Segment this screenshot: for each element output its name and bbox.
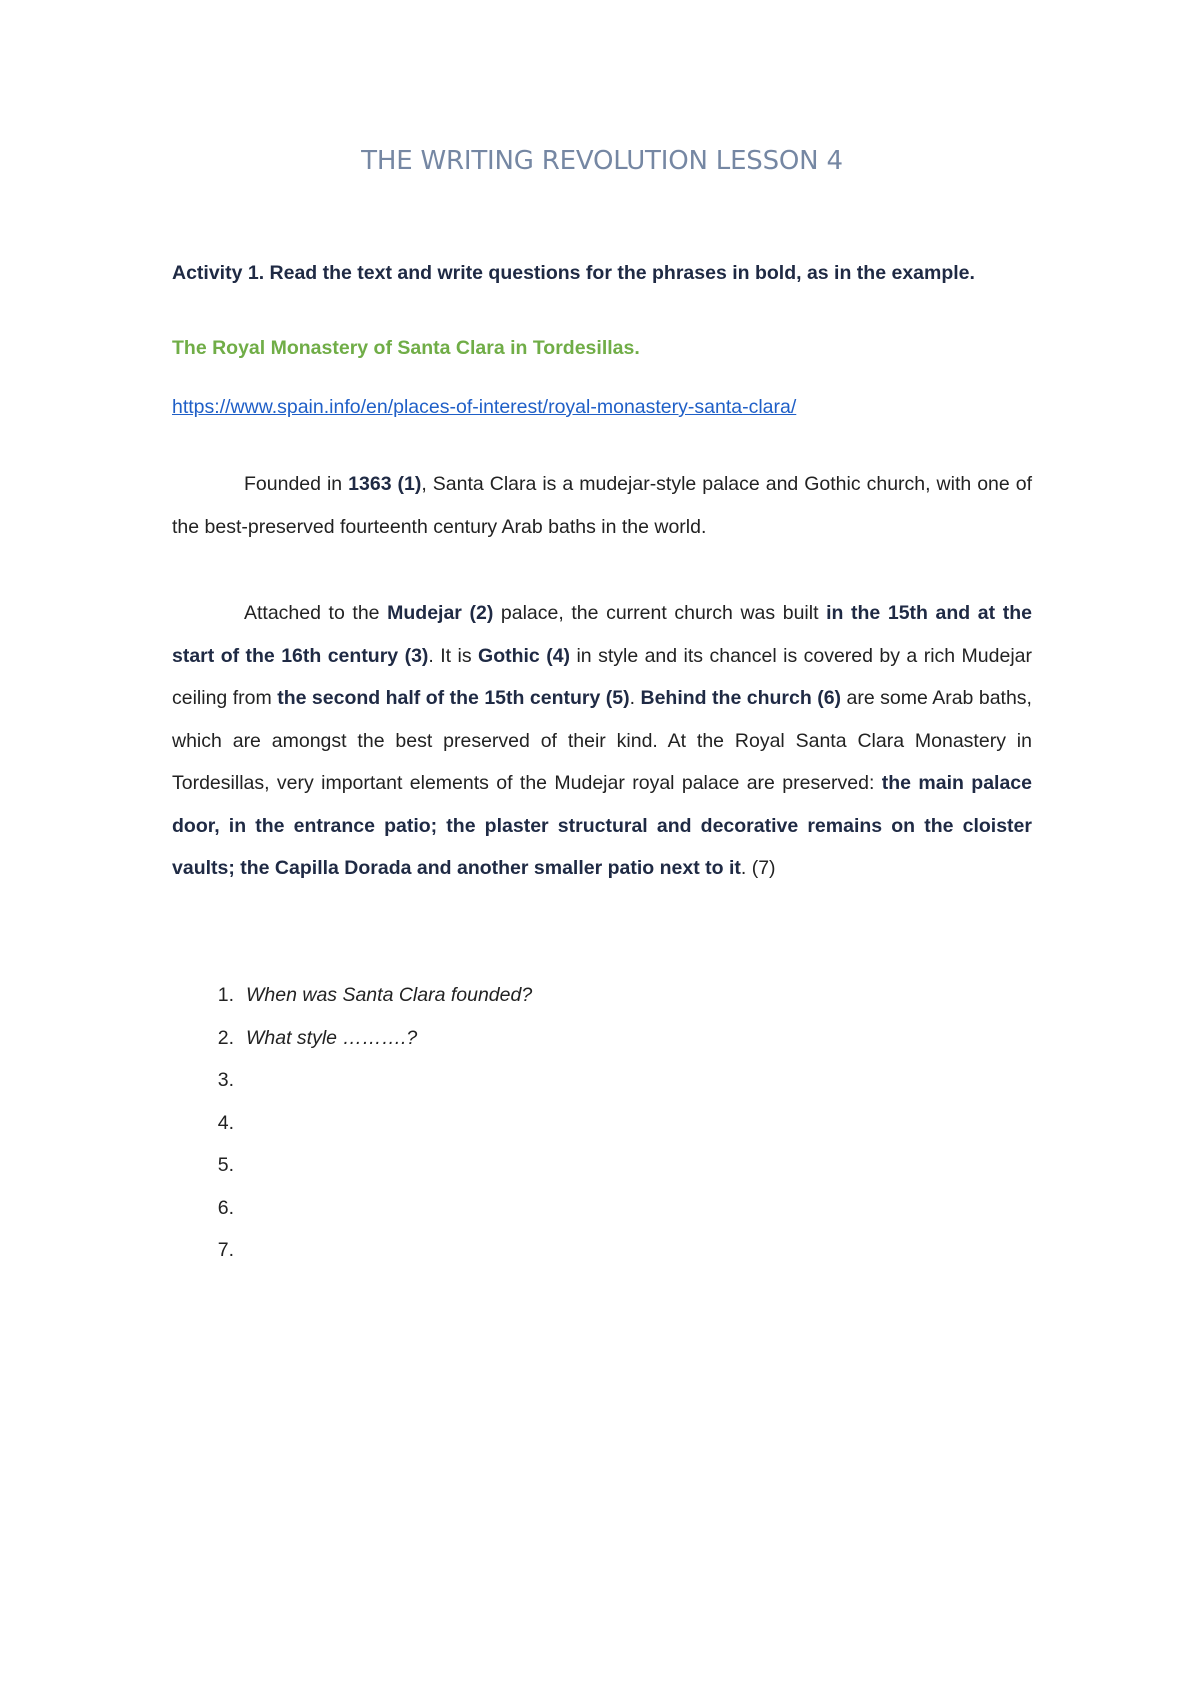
text-segment: . (7)	[740, 857, 776, 879]
text-segment: . It is	[428, 644, 479, 667]
list-item	[172, 1229, 1032, 1272]
text-subtitle: The Royal Monastery of Santa Clara in Tordesillas.	[172, 337, 640, 359]
question-number: 5.	[217, 1154, 234, 1176]
paragraph-1	[172, 463, 1032, 548]
question-text: When was Santa Clara founded?	[246, 984, 533, 1006]
bold-phrase-6: Behind the church (6)	[640, 687, 842, 709]
text-segment: .	[629, 687, 641, 709]
question-number: 1.	[217, 984, 234, 1006]
text-segment: Attached to the	[244, 602, 388, 624]
question-number: 7.	[217, 1239, 234, 1261]
question-text: What style ……….?	[246, 1026, 418, 1049]
bold-phrase-4: Gothic (4)	[478, 644, 571, 667]
text-segment: in style and its chancel is covered by a rich Mudejar ceiling from	[172, 644, 1032, 709]
list-item	[172, 1017, 1032, 1060]
text-segment: , Santa Clara is a mudejar-style palace and Gothic church, with one of the best-preserved fourteenth century Arab baths in the world.	[172, 473, 1033, 538]
list-item	[172, 1187, 1032, 1230]
bold-phrase-2: Mudejar (2)	[387, 602, 494, 624]
list-item	[172, 1059, 1032, 1102]
bold-phrase-3: in the 15th and at the start of the 16th century (3)	[172, 602, 1032, 667]
page-title: THE WRITING REVOLUTION LESSON 4	[361, 146, 843, 176]
text-segment: palace, the current church was built	[493, 602, 827, 624]
list-item	[172, 974, 1032, 1017]
list-item	[172, 1144, 1032, 1187]
paragraph-2	[172, 592, 1032, 890]
text-segment: Founded in	[244, 473, 349, 495]
questions-list	[172, 974, 1032, 1272]
source-link[interactable]: https://www.spain.info/en/places-of-interest/royal-monastery-santa-clara/	[172, 396, 797, 418]
bold-phrase-7: the main palace door, in the entrance patio; the plaster structural and decorative remains on the cloister vaults; the Capilla Dorada and another smaller patio next to it	[172, 772, 1032, 879]
bold-phrase-5: the second half of the 15th century (5)	[277, 687, 630, 709]
question-number: 6.	[217, 1196, 234, 1219]
question-number: 4.	[217, 1111, 234, 1134]
question-number: 2.	[217, 1026, 234, 1049]
question-number: 3.	[217, 1069, 234, 1091]
bold-phrase-1: 1363 (1)	[348, 473, 422, 495]
text-segment: are some Arab baths, which are amongst the best preserved of their kind. At the Royal Santa Clara Monastery in Tordesillas, very important elements of the Mudejar royal palace are preserved:	[172, 687, 1032, 794]
activity-instruction: Activity 1. Read the text and write questions for the phrases in bold, as in the example.	[172, 262, 975, 284]
list-item	[172, 1102, 1032, 1145]
